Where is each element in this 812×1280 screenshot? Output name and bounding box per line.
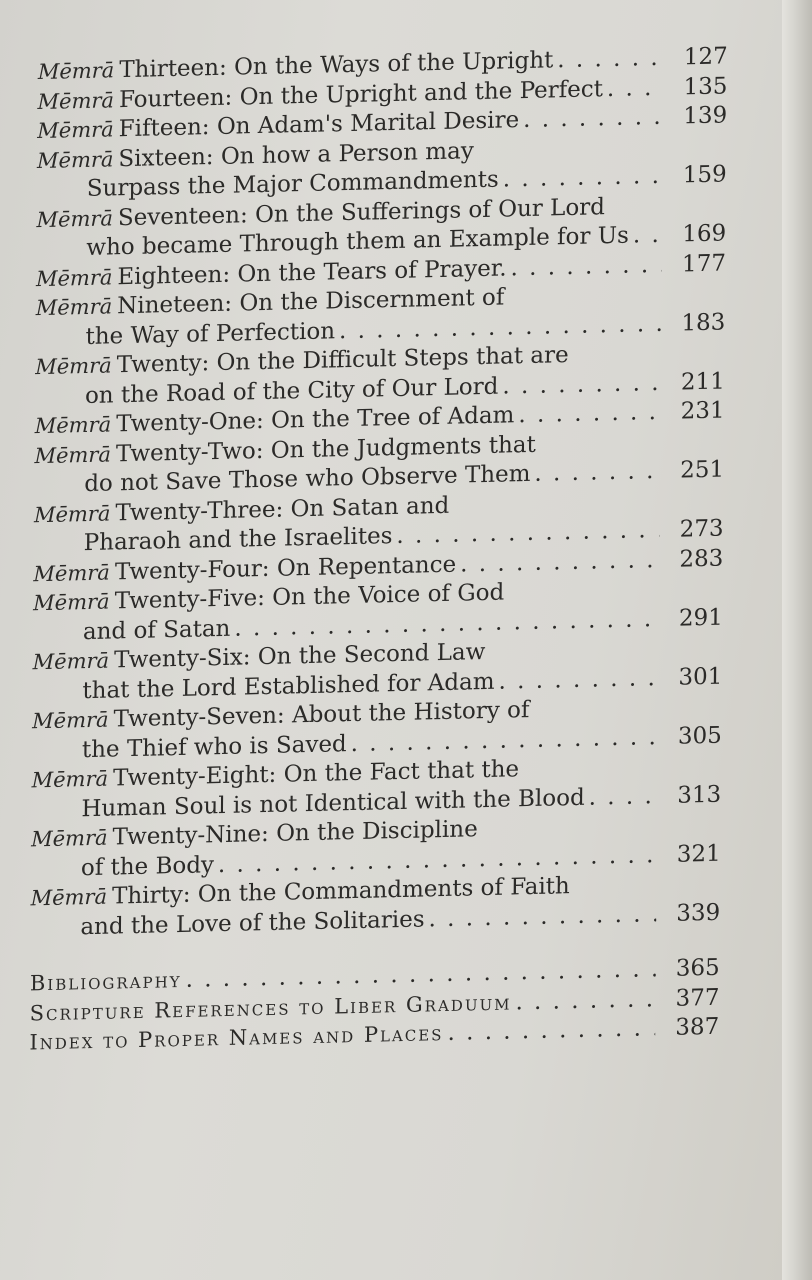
memra-prefix: Mēmrā [37, 87, 115, 114]
memra-prefix: Mēmrā [32, 648, 110, 675]
memra-prefix: Mēmrā [36, 205, 114, 232]
entry-title: Eighteen: On the Tears of Prayer. [117, 254, 507, 290]
page-number: 301 [678, 663, 723, 691]
page-number: 305 [677, 722, 722, 750]
page-number: 211 [680, 367, 725, 396]
page-number: 159 [682, 161, 727, 189]
entry-title: Seventeen: On the Sufferings of Our Lord [117, 193, 606, 231]
dot-leader [502, 368, 661, 401]
page-number: 339 [676, 899, 721, 927]
entry-title: Twenty-Four: On Repentance [114, 551, 457, 585]
entry-title: Twenty-Two: On the Judgments that [115, 431, 536, 467]
dot-leader [460, 546, 659, 580]
memra-prefix: Mēmrā [35, 353, 112, 380]
page-number: 135 [683, 72, 728, 100]
page-number: 183 [681, 308, 726, 336]
dot-leader [428, 900, 656, 935]
entry-title-continued: that the Lord Established for Adam [82, 668, 495, 704]
page-number: 321 [676, 840, 721, 868]
entry-title: Nineteen: On the Discernment of [117, 284, 505, 320]
memra-prefix: Mēmrā [33, 500, 111, 527]
back-matter-title: Bibliography [29, 967, 182, 996]
dot-leader [518, 398, 660, 431]
dot-leader [498, 664, 658, 697]
page-number: 313 [677, 781, 722, 809]
memra-prefix: Mēmrā [30, 884, 108, 911]
memra-prefix: Mēmrā [31, 766, 109, 793]
page-number: 387 [675, 1013, 720, 1041]
dot-leader [523, 103, 663, 136]
entry-title-continued: and the Love of the Solitaries [80, 905, 425, 940]
memra-prefix: Mēmrā [35, 264, 113, 291]
entry-title-continued: Human Soul is not Identical with the Blood [81, 784, 585, 822]
entry-title-continued: who became Through them an Example for Us [86, 222, 630, 261]
entry-title-continued: the Way of Perfection [85, 317, 336, 350]
memra-prefix: Mēmrā [31, 825, 108, 852]
entry-title: Twenty-Six: On the Second Law [113, 638, 486, 674]
entry-title: Twenty-Nine: On the Discipline [112, 816, 478, 851]
back-matter-title: Scripture References to Liber Graduum [29, 989, 512, 1025]
dot-leader [607, 73, 664, 104]
memra-prefix: Mēmrā [34, 412, 112, 439]
memra-prefix: Mēmrā [35, 294, 113, 321]
entry-title-continued: Pharaoh and the Israelites [83, 523, 393, 557]
memra-prefix: Mēmrā [37, 146, 114, 173]
entry-title-continued: of the Body [80, 851, 215, 881]
memra-prefix: Mēmrā [37, 117, 114, 144]
entry-title: Twenty-Seven: About the History of [113, 697, 530, 733]
page-number: 251 [680, 456, 725, 484]
dot-leader [515, 985, 655, 1018]
page-number: 169 [682, 220, 727, 248]
memra-prefix: Mēmrā [37, 58, 115, 85]
entry-title-continued: the Thief who is Saved [81, 730, 347, 763]
memra-prefix: Mēmrā [34, 441, 112, 468]
memra-prefix: Mēmrā [33, 589, 110, 616]
dot-leader [534, 457, 660, 489]
table-of-contents [29, 42, 728, 1058]
page-number: 291 [678, 604, 723, 632]
page-number: 283 [679, 545, 724, 573]
entry-title-continued: Surpass the Major Commandments [86, 166, 499, 202]
page-number: 273 [679, 515, 724, 543]
entry-title: Twenty-Three: On Satan and [115, 492, 450, 526]
page-edge [782, 0, 812, 1280]
dot-leader [510, 250, 662, 283]
entry-title-continued: do not Save Those who Observe Them [84, 460, 531, 498]
page-number: 365 [675, 954, 720, 982]
entry-title-continued: on the Road of the City of Our Lord [84, 373, 499, 409]
page-number: 127 [683, 43, 728, 71]
entry-title: Thirteen: On the Ways of the Upright [119, 47, 554, 84]
back-matter-title: Index to Proper Names and Places [29, 1021, 444, 1055]
memra-prefix: Mēmrā [33, 559, 110, 586]
dot-leader [503, 162, 663, 195]
memra-prefix: Mēmrā [32, 707, 109, 734]
dot-leader [447, 1014, 655, 1048]
entry-title: Thirty: On the Commandments of Faith [111, 873, 570, 910]
entry-title: Sixteen: On how a Person may [118, 137, 474, 172]
dot-leader [557, 44, 664, 76]
entry-title: Fifteen: On Adam's Marital Desire [118, 107, 520, 143]
dot-leader [589, 782, 658, 813]
dot-leader [633, 221, 663, 251]
entry-title: Twenty-One: On the Tree of Adam [116, 402, 515, 438]
page-number: 231 [680, 397, 725, 425]
entry-title: Twenty: On the Difficult Steps that are [116, 342, 569, 379]
entry-title: Fourteen: On the Upright and the Perfect [118, 75, 604, 113]
entry-title: Twenty-Five: On the Voice of God [114, 579, 505, 615]
page-number: 377 [675, 984, 720, 1012]
page-number: 177 [681, 249, 727, 277]
entry-title-continued: and of Satan [82, 615, 231, 645]
entry-title: Twenty-Eight: On the Fact that the [112, 756, 520, 792]
page-number: 139 [683, 102, 728, 130]
